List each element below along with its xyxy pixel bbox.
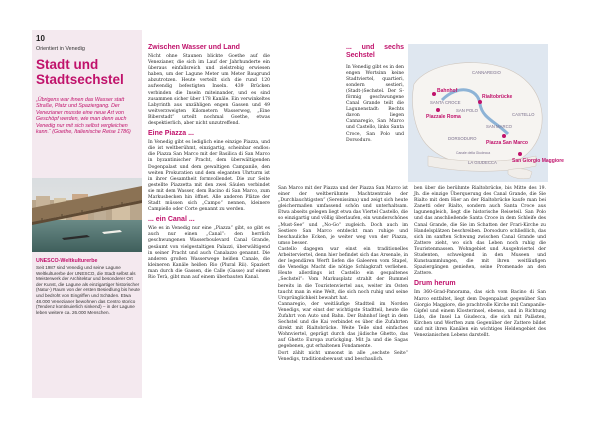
heading-sechstel: ... und sechs Sechstel: [346, 44, 404, 59]
paragraph-canal: Wie es in Venedig nur eine „Piazza“ gibt, so gibt es auch nur einen „Canal“: den herrlich geschwungenen Wasserboulevard Canal Grande, gesäumt von vielgestaltigen Palazzi, überwältigend in seiner Pracht und auch Canalazzo genannt. Die anderen großen Wasserwege heißen Canale, die kleineren Kanäle heißen Rio (Plural Rii). Spaziert man durch die Gassen, die Calle (Gasse) auf einem Rio Terà, gibt man auf einem überbauten Kanal.: [148, 226, 270, 280]
map-label-cannaregio: CANNAREGIO: [472, 70, 501, 75]
heading-drum-herum: Drum herum: [414, 280, 456, 288]
map-label-san-polo: SAN POLO: [456, 108, 478, 113]
map-label-castello: CASTELLO: [512, 112, 535, 117]
paragraph-cannaregio: Cannaregio, der weitläufige Stadtteil im Norden Venedigs, war einst der wichtigste Stadtteil, heute die Zufahrt von Auto und Bahn. Der Bahnhof liegt in dem Sechstel und die Kai verbindet es über die Zufahrten direkt mit Rialtobrücke. Weite Teile sind einfaches Wohnviertel, geprägt durch das jüdische Ghetto, das auf Ghetto Europa zurückging. Mit Ja und die Sagas gegebenen, gut erhaltenen Fondamente.: [278, 301, 408, 350]
map-label-piazzale: Piazzale Roma: [426, 114, 461, 120]
column-1: [148, 44, 270, 281]
map-label-rialto: Rialtobrücke: [482, 94, 513, 100]
page-title: Stadt und Stadtsechstel: [36, 57, 124, 87]
paragraph-wasser-land: Nicht ohne Staunen blickte Goethe auf die Venezianer, die sich im Lauf der Jahrhunderte ein überaus einfallsreich und zielstrebig erwiesen haben, um der Lagune Meter um Meter Baugrund abzutrotzen. Heute verteilt sich die rund 120 aufwendig befestigten Inseln. 439 Brücken verbinden die Inseln miteinander, und es sind zusammen sicher über 178 Kanäle. Ein verwinkeltes Labyrinth aus unzähligen engen Gassen und 49 weitverzweigten Kilometern Wasserweg, „Eine Biberstadt“ urteilt nochmal Goethe, etwas despektierlich, aber nicht unzutreffend.: [148, 54, 270, 127]
paragraph-piazza: In Venedig gibt es lediglich eine einzige Piazza, und die ist weltberühmt, einzigartig, scheinbar endlos: die Piazza San Marco mit der Basilica di San Marco in byzantinischer Pracht, dem überwältigenden Dogenpalast und dem gewaltigen Campanile, den weiten Prokuratien und dem eleganten Uhrturm ist in ihrer Gesamtheit formvollendet. Die zur Seite gestellte Piazzetta mit den zwei Säulen verbindet sie mit dem Wasser, dem Bacino di San Marco, zum Markusbecken hin öffnet. Alle anderen Plätze der Stadt müssen sich „Campo“ nennen, kleinere Campiello oder Corte genannt zu werden.: [148, 140, 270, 213]
venice-photo: [32, 178, 142, 252]
unesco-heading: UNESCO-Weltkulturerbe: [36, 258, 98, 264]
page-number: 10: [36, 34, 45, 43]
paragraph-castello: Castello dagegen war einst ein traditionelles Arbeiterviertel, denn hier befindet sich das Arsenale, in der legendären Werft liefen die Galeeren vom Stapel, die Venedigs Macht die nötige Schlagkraft verliehen. Heute allerdings ist Castello ein gespaltenes „Sechstel“: Vom Markusplatz strahlt der Rummel bereits in die Touristenviertel aus, weiter im Osten taucht man in eine Welt, die sich noch ruhig und seine Ursprünglichkeit bewahrt hat.: [278, 246, 408, 301]
paragraph-san-marco: San Marco mit der Piazza und der Piazza San Marco ist einer der weltberühmte Machtzentrale der „Durchlauchtigsten“ (Serenissima) und zeigt sich heute gleichermaßen umfassend schön und unterhaltsam. Etwa abseits gelegen liegt etwa das Viertel Castello, die so einzigartig und völlig überlaufen, ein wunderschönes „Must-See“ und „No-Go“ zugleich. Doch auch im Sestiere San Marco entdeckt man ruhige und beschauliche Ecken, je weiter weg von der Piazza, umso besser.: [278, 186, 408, 246]
paragraph-drum-herum: Im 360-Grad-Panorama, das sich vom Bacino di San Marco entfaltet, liegt dem Dogenpalast gegenüber San Giorgio Maggiore, die prachtvolle Kirche mit Campanile-Gipfel und einem Klosterinsel, ebenso, und in Richtung Lido, die Insel La Giudecca, die sich mit Palästen, Kirchen und Werften zum Gegenüber der Zattere bildet und mit ihren Kanälen ein wichtiges Heldengebiet des Venezianischen Lebens darstellt.: [414, 290, 546, 339]
paragraph-sechstel-intro: In Venedig gibt es in den engen Wortsinn keine Stadtviertel, quartieri, sondern sestieri, (Stadt-)Sechstel. Der S-förmig geschwungene Canal Grande teilt die Lagunenstadt: Rechts davon liegen Cannaregio, San Marco und Castello, links Santa Croce, San Polo und Dorsoduro.: [346, 64, 404, 143]
map-label-san-marco: SAN MARCO: [486, 124, 513, 129]
goethe-quote: „Übrigens war ihnen das Wasser statt Straße, Platz und Spaziergang. Der Venezianer musste eine neue Art von Geschöpf werden, wie man denn auch Venedig nur mit sich selbst vergleichen kann.“ (Goethe, Italienische Reise 1786): [36, 97, 131, 136]
sestieri-map: [408, 44, 564, 182]
paragraph-rialto: ben über die berühmte Rialtobrücke, bis Mitte des 19. Jh. die einzige Überquerung des Canal Grande, die Sie Rialto mit dem Hier an der Rialtobrücke kaufe man bei Zanetti oder Rialto, sondern auch Santa Croce aus lagunengleich, liegt die historische Reiseteil. San Polo und das anschließende Santa Croce in dem Schleife des Canal Grande, die Sie im Schatten der Frari-Kirche zu Handelsplätzen beschreiben. Dorsoduro schließlich, das sich im sanften Schwung zwischen Canal Grande und Zattere zieht, wo sich das Leben noch ruhig die Touristenmassen. Wohngebiet und Ausgehviertel der Studenten, schwelgend in den Museen und Kunstsammlungen, die mit ihren weitläufigen Spaziergängen genießen, seine Promenade an den Zattere.: [414, 186, 546, 277]
paragraph-closing: Dort zählt nicht umsonst in alle „sechste Seite“ Venedigs, traditionsbewusst und beschaulich.: [278, 350, 408, 362]
map-label-dorsoduro: DORSODURO: [448, 136, 477, 141]
column-2-bottom: [278, 186, 408, 363]
map-label-bahnhof: Bahnhof: [437, 88, 458, 94]
map-label-canale: Canale della Giudecca: [456, 151, 491, 155]
map-label-piazza-san-marco: Piazza San Marco: [486, 140, 528, 146]
canal-photo-illustration: [32, 178, 142, 252]
column-3: [414, 186, 546, 339]
heading-wasser-land: Zwischen Wasser und Land: [148, 44, 240, 51]
map-label-santa-croce: SANTA CROCE: [430, 100, 461, 105]
section-kicker: Orientiert in Venedig: [36, 46, 85, 52]
column-2-top: [346, 44, 404, 148]
heading-canal: ... ein Canal ...: [148, 216, 195, 224]
map-label-giudecca: LA GIUDECCA: [468, 160, 497, 165]
map-label-san-giorgio: San Giorgio Maggiore: [512, 158, 564, 164]
unesco-text: Seit 1987 sind Venedig und seine Lagune Weltkulturerbe der UNESCO, die Stadt selbst als Meisterwerk der Architektur und besonderer Ort der Kunst, die Lagune als einzigartiger historischer (Natur-) Raum von der ersten Besiedlung bis heute und bedroht von Eingriffen und Schäden. Etwa 48.000 Venezianer bewohnen das Centro storico (Tendenz kontinuierlich sinkend) – in der Lagune leben weitere ca. 26.000 Menschen.: [36, 265, 140, 315]
venice-map: [408, 44, 564, 182]
heading-piazza: Eine Piazza ...: [148, 130, 194, 138]
